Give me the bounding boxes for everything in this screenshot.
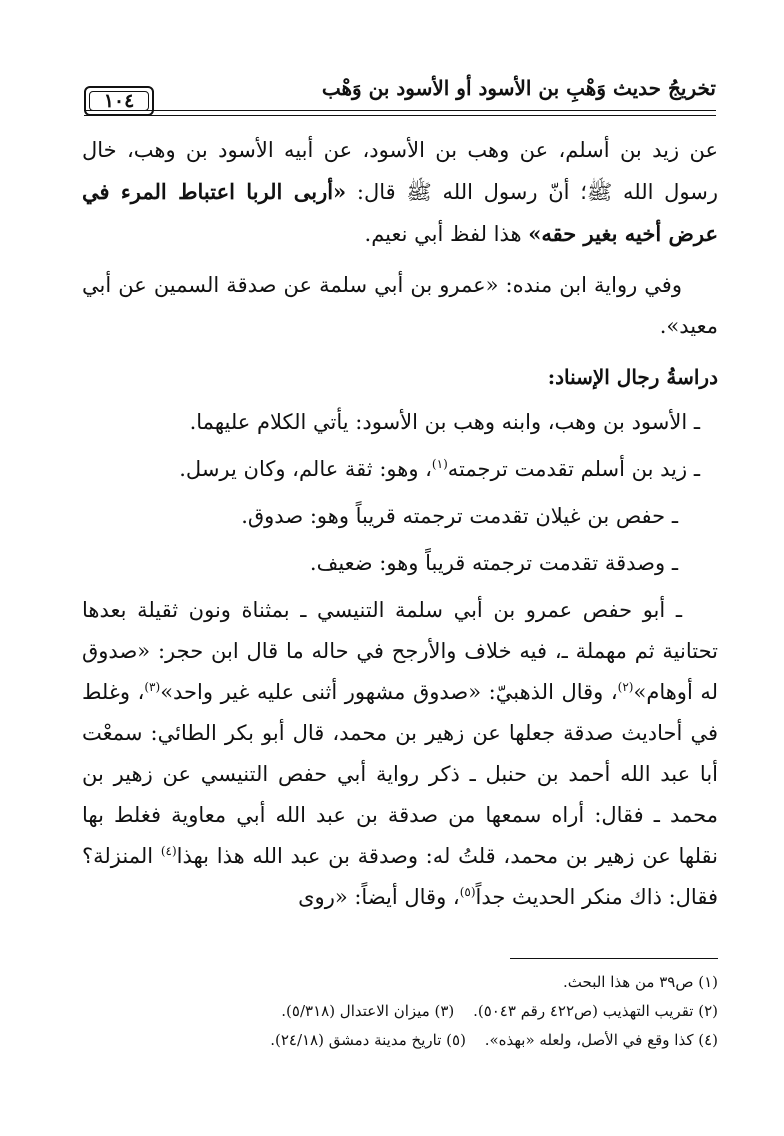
footnote-3-text: (٣) ميزان الاعتدال (٥/٣١٨). <box>281 1002 455 1020</box>
footnotes <box>68 968 718 1055</box>
abu-hafs-text-c: ، وغلط في أحاديث صدقة جعلها عن زهير بن محمد، قال أبو بكر الطائي: سمعْت أبا عبد الله أحمد بن حنبل ـ ذكر رواية أبي حفص التنيسي عن زهير بن محمد ـ فقال: أراه سمعها من صدقة بن عبد الله أبي معاوية فغلط بها نقلها عن زهير بن محمد، قلتُ له: وصدقة بن عبد الله هذا بهذا <box>82 680 718 868</box>
page-number: ١٠٤ <box>84 86 154 116</box>
footnote-1 <box>68 968 718 997</box>
abu-hafs-text-a: ـ أبو حفص عمرو بن أبي سلمة التنيسي ـ بمثناة ونون ثقيلة بعدها تحتانية ثم مهملة ـ، فيه خلاف والأرجح في حاله ما قال ابن حجر: «صدوق له أوهام» <box>82 598 718 704</box>
footnote-4-text: (٤) كذا وقع في الأصل، ولعله «بهذه». <box>484 1031 718 1049</box>
footnote-ref[interactable]: (٥) <box>459 885 476 899</box>
footnote-1-text: (١) ص٣٩ من هذا البحث. <box>563 973 718 991</box>
footnote-ref[interactable]: (١) <box>431 457 448 471</box>
hadith-quote: «أربى الربا اعتباط المرء في عرض أخيه بغير حقه» <box>82 179 718 246</box>
paragraph-abu-hafs <box>82 590 718 918</box>
narrator-item-sadaqa: ـ وصدقة تقدمت ترجمته قريباً وهو: ضعيف. <box>309 551 678 575</box>
narrator-item-hafs: ـ حفص بن غيلان تقدمت ترجمته قريباً وهو: صدوق. <box>241 504 678 528</box>
abu-hafs-text-e: ، وقال أيضاً: «روى <box>298 885 460 909</box>
paragraph-hadith-text-a: عن زيد بن أسلم، عن وهب بن الأسود، عن أبيه الأسود بن وهب، خال رسول الله ﷺ؛ أنّ رسول الله ﷺ قال: <box>82 138 718 204</box>
abu-hafs-text-d: المنزلة؟ فقال: ذاك منكر الحديث جداً <box>82 844 718 909</box>
footnote-ref[interactable]: (٤) <box>160 844 177 858</box>
paragraph-ibn-mandah: وفي رواية ابن منده: «عمرو بن أبي سلمة عن صدقة السمين عن أبي معيد». <box>82 273 718 338</box>
footnote-row-4-5 <box>68 1026 718 1055</box>
footnote-row-2-3 <box>68 997 718 1026</box>
footnote-ref[interactable]: (٢) <box>617 680 634 694</box>
running-header <box>84 72 716 112</box>
paragraph-hadith-text-b: هذا لفظ أبي نعيم. <box>364 222 529 246</box>
footnote-rule <box>510 958 718 959</box>
narrator-item-zayd-b: ، وهو: ثقة عالم، وكان يرسل. <box>179 457 432 481</box>
narrator-item-aswad: ـ الأسود بن وهب، وابنه وهب بن الأسود: يأتي الكلام عليهما. <box>189 410 700 434</box>
section-heading: دراسةُ رجال الإسناد: <box>547 365 718 389</box>
header-title: تخريجُ حديث وَهْبِ بن الأسود أو الأسود بن وَهْب <box>321 76 716 100</box>
footnote-5-text: (٥) تاريخ مدينة دمشق (٢٤/١٨). <box>270 1031 466 1049</box>
narrator-item-zayd <box>82 449 718 490</box>
abu-hafs-text-b: ، وقال الذهبيّ: «صدوق مشهور أثنى عليه غير واحد» <box>160 680 618 704</box>
paragraph-hadith <box>82 130 718 255</box>
narrator-item-zayd-a: ـ زيد بن أسلم تقدمت ترجمته <box>447 457 700 481</box>
header-rule <box>84 110 716 116</box>
main-text <box>82 130 718 928</box>
footnote-2-text: (٢) تقريب التهذيب (ص٤٢٢ رقم ٥٠٤٣). <box>473 1002 718 1020</box>
footnote-ref[interactable]: (٣) <box>144 680 161 694</box>
